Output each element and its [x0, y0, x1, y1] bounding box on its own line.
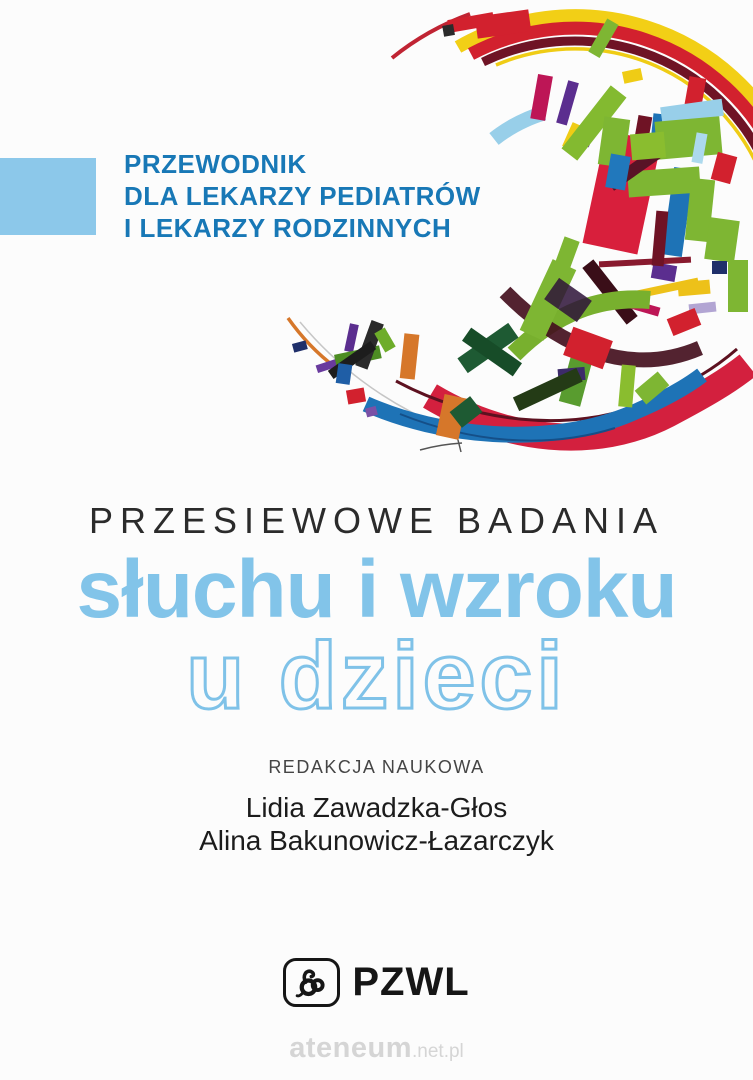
- badge-line: PRZEWODNIK: [124, 149, 307, 179]
- badge-line: I LEKARZY RODZINNYCH: [124, 213, 452, 243]
- title-sub-outline: u dzieci: [186, 623, 567, 729]
- badge-square: [0, 158, 96, 235]
- pzwl-snake-icon: [283, 958, 340, 1007]
- editors-names: [0, 791, 753, 857]
- watermark-text: ateneum: [289, 1032, 412, 1064]
- publisher-logo: [0, 958, 753, 1007]
- editors-label: REDAKCJA NAUKOWA: [268, 757, 485, 777]
- audience-badge: [124, 148, 481, 244]
- editor-name: Alina Bakunowicz-Łazarczyk: [199, 825, 554, 856]
- badge-line: DLA LEKARZY PEDIATRÓW: [124, 181, 481, 211]
- watermark: [0, 1032, 753, 1065]
- watermark-suffix: .net.pl: [412, 1041, 464, 1062]
- editor-name: Lidia Zawadzka-Głos: [245, 792, 508, 823]
- title-block: [0, 498, 753, 857]
- title-kicker: PRZESIEWOWE BADANIA: [88, 500, 665, 541]
- title-main: słuchu i wzroku: [76, 544, 677, 635]
- publisher-name: PZWL: [352, 960, 470, 1004]
- cover-artwork-swirl-icon: [0, 0, 753, 520]
